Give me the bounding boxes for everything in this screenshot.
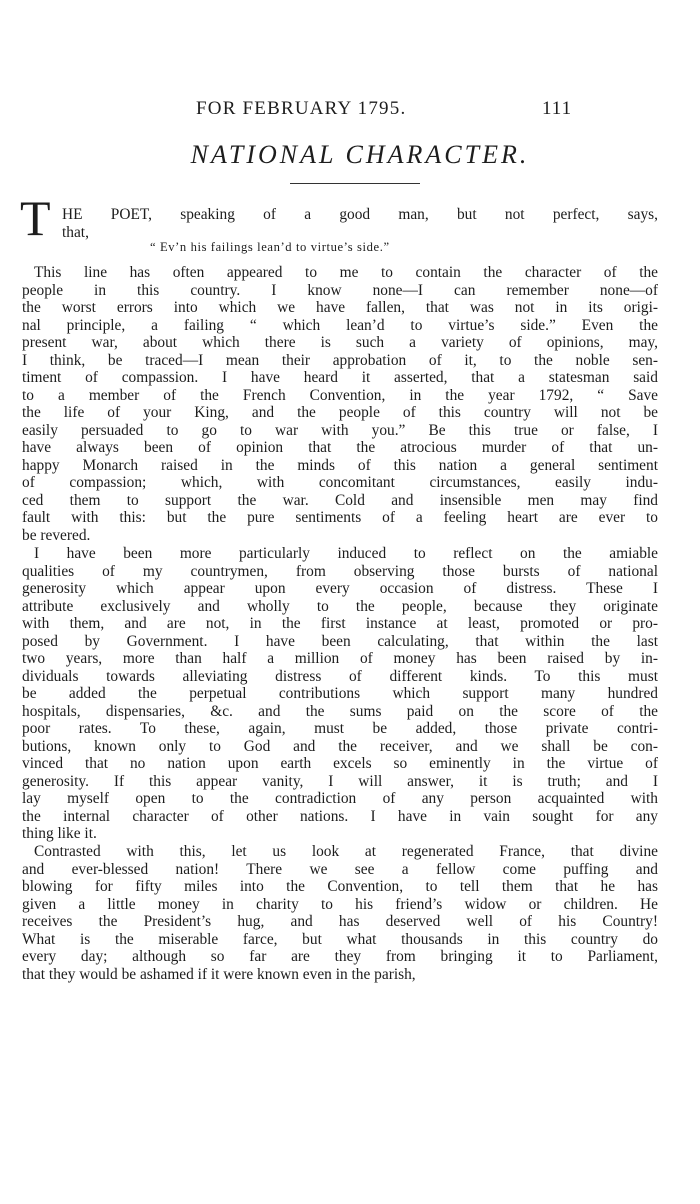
- text-line: be added the perpetual contributions which support many hundred: [22, 685, 658, 702]
- text-line: and ever-blessed nation! There we see a fellow come puffing and: [22, 860, 658, 878]
- text-line: that they would be ashamed if it were known even in the parish,: [22, 965, 416, 983]
- text-line: attribute exclusively and wholly to the people, because they originate: [22, 597, 658, 615]
- text-line: have always been of opinion that the atrocious murder of that un-: [22, 439, 658, 456]
- text-line: Contrasted with this, let us look at regenerated France, that divine: [34, 843, 658, 860]
- text-line: generosity. If this appear vanity, I will answer, it is truth; and I: [22, 772, 658, 790]
- running-title: FOR FEBRUARY 1795.: [196, 98, 407, 119]
- text-line: easily persuaded to go to war with you.” Be this true or false, I: [22, 421, 658, 439]
- text-line: present war, about which there is such a variety of opinions, may,: [22, 334, 658, 351]
- text-line: to a member of the French Convention, in the year 1792, “ Save: [22, 386, 658, 404]
- paragraph-1: [22, 264, 658, 544]
- text-line: two years, more than half a million of money has been raised by in-: [22, 650, 658, 667]
- text-line: nal principle, a failing “ which lean’d to virtue’s side.” Even the: [22, 316, 658, 334]
- text-line: lay myself open to the contradiction of any person acquainted with: [22, 790, 658, 807]
- opening-line: HE POET, speaking of a good man, but not perfect, says,: [62, 206, 658, 223]
- page-number: 111: [542, 98, 573, 119]
- text-line: timent of compassion. I have heard it asserted, that a statesman said: [22, 369, 658, 386]
- running-head: [0, 98, 700, 122]
- text-line: This line has often appeared to me to contain the character of the: [34, 264, 658, 281]
- text-line: with them, and are not, in the first instance at least, promoted or pro-: [22, 615, 658, 632]
- text-line: thing like it.: [22, 825, 97, 842]
- text-line: vinced that no nation upon earth excels so eminently in the virtue of: [22, 755, 658, 772]
- text-line: be revered.: [22, 526, 91, 544]
- text-line: people in this country. I know none—I can remember none—of: [22, 281, 658, 299]
- text-line: poor rates. To these, again, must be added, those private contri-: [22, 720, 658, 737]
- text-line: fault with this: but the pure sentiments of a feeling heart are ever to: [22, 509, 658, 526]
- title-rule: [290, 183, 420, 184]
- opening-line-continued: that,: [62, 224, 89, 241]
- drop-cap: T: [20, 190, 51, 246]
- paragraph-2: [22, 545, 658, 843]
- text-line: receives the President’s hug, and has deserved well of his Country!: [22, 913, 658, 930]
- block-quote: “ Ev’n his failings lean’d to virtue’s side.”: [150, 240, 390, 254]
- text-line: of compassion; which, with concomitant circumstances, easily indu-: [22, 474, 658, 491]
- text-line: every day; although so far are they from bringing it to Parliament,: [22, 948, 658, 965]
- text-line: generosity which appear upon every occasion of distress. These I: [22, 580, 658, 597]
- text-line: hospitals, dispensaries, &c. and the sums paid on the score of the: [22, 702, 658, 720]
- text-line: given a little money in charity to his friend’s widow or children. He: [22, 895, 658, 913]
- text-line: posed by Government. I have been calculating, that within the last: [22, 632, 658, 650]
- text-line: happy Monarch raised in the minds of this nation a general sentiment: [22, 456, 658, 474]
- text-line: I think, be traced—I mean their approbation of it, to the noble sen-: [22, 351, 658, 369]
- text-line: the worst errors into which we have fallen, that was not in its origi-: [22, 299, 658, 316]
- text-line: blowing for fifty miles into the Convention, to tell them that he has: [22, 878, 658, 895]
- paragraph-3: [22, 843, 658, 983]
- text-line: ced them to support the war. Cold and insensible men may find: [22, 491, 658, 509]
- article-title: NATIONAL CHARACTER.: [190, 140, 530, 169]
- text-line: butions, known only to God and the receiver, and we shall be con-: [22, 737, 658, 755]
- text-line: dividuals towards alleviating distress of different kinds. To this must: [22, 667, 658, 685]
- text-line: the life of your King, and the people of this country will not be: [22, 404, 658, 421]
- text-line: the internal character of other nations. I have in vain sought for any: [22, 807, 658, 825]
- text-line: I have been more particularly induced to reflect on the amiable: [34, 545, 658, 562]
- text-line: What is the miserable farce, but what thousands in this country do: [22, 930, 658, 948]
- text-line: qualities of my countrymen, from observing those bursts of national: [22, 562, 658, 580]
